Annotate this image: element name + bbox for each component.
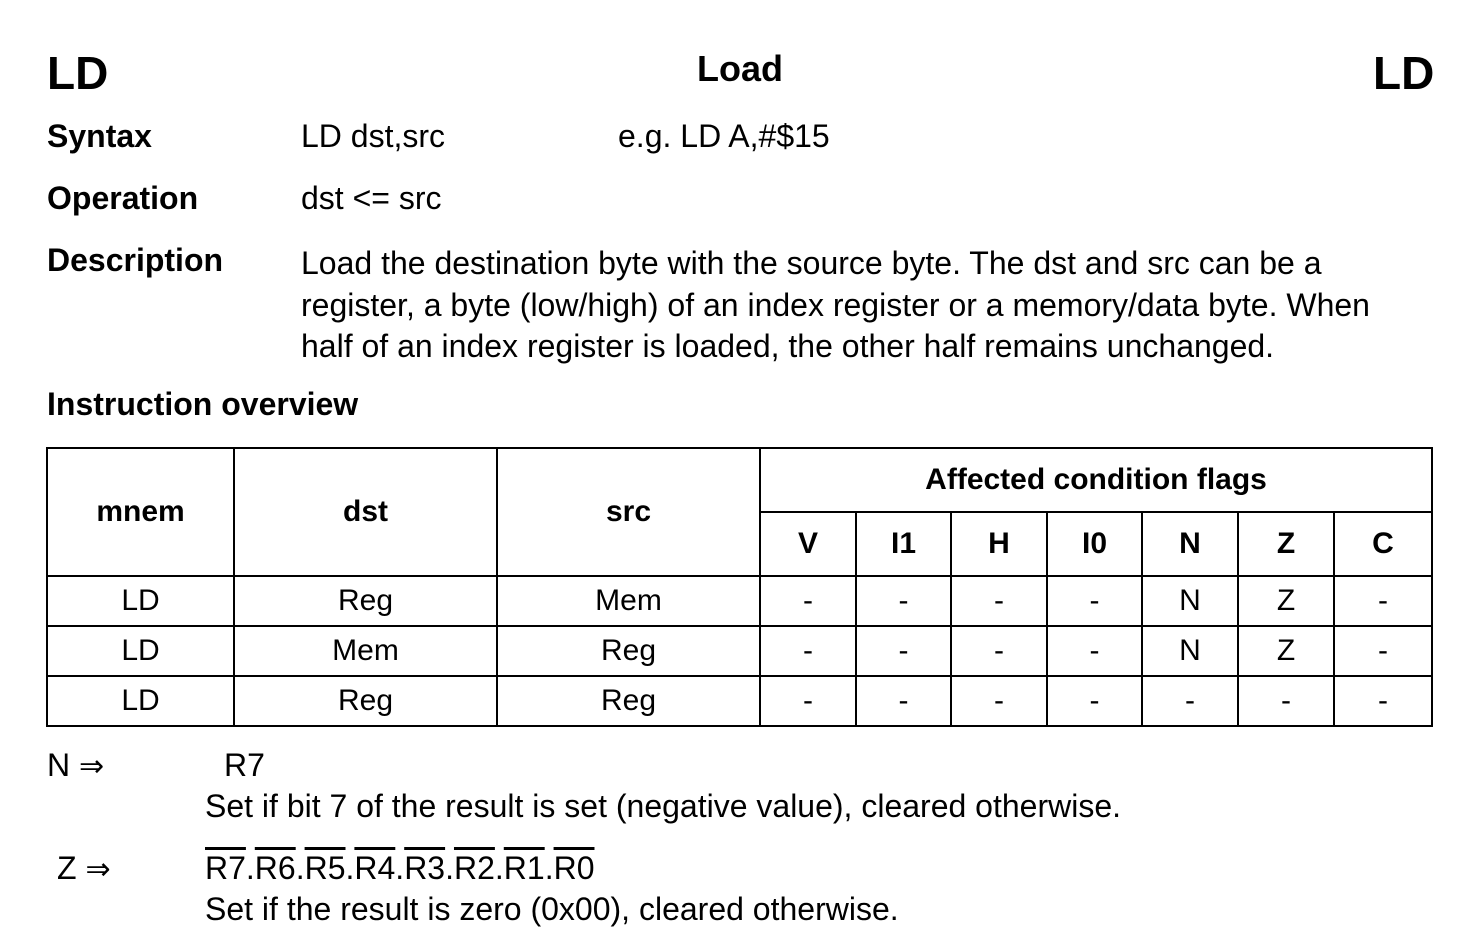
expression-term: R2 bbox=[453, 850, 495, 886]
expression-separator: . bbox=[345, 850, 355, 886]
description-text bbox=[301, 243, 1441, 368]
cell-flag: - bbox=[951, 576, 1047, 626]
description-line: Load the destination byte with the source byte. The dst and src can be a bbox=[301, 245, 1322, 281]
cell-src: Mem bbox=[497, 576, 760, 626]
flag-note-n-label bbox=[47, 749, 104, 782]
col-header-flag-h: H bbox=[951, 512, 1047, 576]
col-header-flag-z: Z bbox=[1238, 512, 1334, 576]
cell-mnem: LD bbox=[47, 676, 234, 726]
expression-separator: . bbox=[494, 850, 504, 886]
expression-term: R7 bbox=[205, 850, 246, 886]
flag-note-n-expression: R7 bbox=[224, 747, 265, 783]
cell-flag: - bbox=[1334, 576, 1432, 626]
operation-value: dst <= src bbox=[301, 180, 442, 216]
description-line: half of an index register is loaded, the other half remains unchanged. bbox=[301, 328, 1275, 364]
expression-separator: . bbox=[245, 850, 255, 886]
cell-flag: - bbox=[1334, 676, 1432, 726]
cell-dst: Reg bbox=[234, 576, 497, 626]
cell-flag: - bbox=[856, 576, 951, 626]
mnemonic-right: LD bbox=[1373, 47, 1435, 99]
syntax-example: e.g. LD A,#$15 bbox=[618, 118, 830, 154]
cell-flag: Z bbox=[1238, 576, 1334, 626]
cell-flag: - bbox=[951, 676, 1047, 726]
cell-flag: - bbox=[1047, 676, 1142, 726]
expression-separator: . bbox=[445, 850, 454, 886]
syntax-value: LD dst,src bbox=[301, 118, 446, 154]
cell-src: Reg bbox=[497, 676, 760, 726]
cell-flag: - bbox=[760, 576, 856, 626]
col-header-flag-n: N bbox=[1142, 512, 1238, 576]
cell-flag: - bbox=[856, 626, 951, 676]
cell-flag: - bbox=[1238, 676, 1334, 726]
cell-dst: Reg bbox=[234, 676, 497, 726]
cell-flag: - bbox=[1142, 676, 1238, 726]
col-header-flag-i1: I1 bbox=[856, 512, 951, 576]
flag-note-n-explanation: Set if bit 7 of the result is set (negative value), cleared otherwise. bbox=[205, 788, 1122, 824]
cell-flag: - bbox=[1047, 576, 1142, 626]
flag-note-n-flag: N bbox=[47, 747, 71, 783]
cell-src: Reg bbox=[497, 626, 760, 676]
implies-arrow-icon: ⇒ bbox=[85, 853, 111, 886]
cell-flag: - bbox=[760, 626, 856, 676]
table-row bbox=[47, 576, 1432, 626]
cell-flag: - bbox=[1047, 626, 1142, 676]
expression-separator: . bbox=[544, 850, 554, 886]
syntax-label: Syntax bbox=[47, 118, 152, 154]
cell-flag: - bbox=[856, 676, 951, 726]
flag-note-z-flag: Z bbox=[57, 850, 77, 886]
expression-term: R1 bbox=[503, 850, 545, 886]
col-header-flag-i0: I0 bbox=[1047, 512, 1142, 576]
table-row bbox=[47, 626, 1432, 676]
cell-flag: - bbox=[951, 626, 1047, 676]
col-header-mnem: mnem bbox=[47, 448, 234, 576]
expression-term: R0 bbox=[553, 850, 595, 886]
cell-flag: - bbox=[760, 676, 856, 726]
expression-term: R6 bbox=[254, 850, 296, 886]
expression-separator: . bbox=[395, 850, 405, 886]
cell-mnem: LD bbox=[47, 626, 234, 676]
cell-flag: Z bbox=[1238, 626, 1334, 676]
expression-term: R3 bbox=[404, 850, 446, 886]
operation-label: Operation bbox=[47, 180, 199, 216]
col-header-flags-group: Affected condition flags bbox=[760, 448, 1432, 512]
cell-flag: N bbox=[1142, 626, 1238, 676]
flag-note-z-expression bbox=[205, 852, 594, 884]
col-header-flag-c: C bbox=[1334, 512, 1432, 576]
col-header-dst: dst bbox=[234, 448, 497, 576]
expression-term: R4 bbox=[354, 850, 396, 886]
implies-arrow-icon: ⇒ bbox=[79, 750, 105, 783]
cell-mnem: LD bbox=[47, 576, 234, 626]
expression-separator: . bbox=[295, 850, 305, 886]
mnemonic-left: LD bbox=[47, 47, 109, 99]
description-line: register, a byte (low/high) of an index register or a memory/data byte. When bbox=[301, 286, 1370, 323]
overview-heading: Instruction overview bbox=[47, 386, 359, 422]
flag-note-z-explanation: Set if the result is zero (0x00), cleared otherwise. bbox=[205, 891, 899, 927]
cell-flag: N bbox=[1142, 576, 1238, 626]
expression-term: R5 bbox=[304, 850, 346, 886]
page-title: Load bbox=[697, 48, 783, 89]
col-header-src: src bbox=[497, 448, 760, 576]
table-row bbox=[47, 676, 1432, 726]
flag-note-z-label bbox=[57, 852, 111, 885]
cell-flag: - bbox=[1334, 626, 1432, 676]
col-header-flag-v: V bbox=[760, 512, 856, 576]
description-label: Description bbox=[47, 242, 224, 278]
cell-dst: Mem bbox=[234, 626, 497, 676]
instruction-overview-table bbox=[46, 447, 1433, 727]
